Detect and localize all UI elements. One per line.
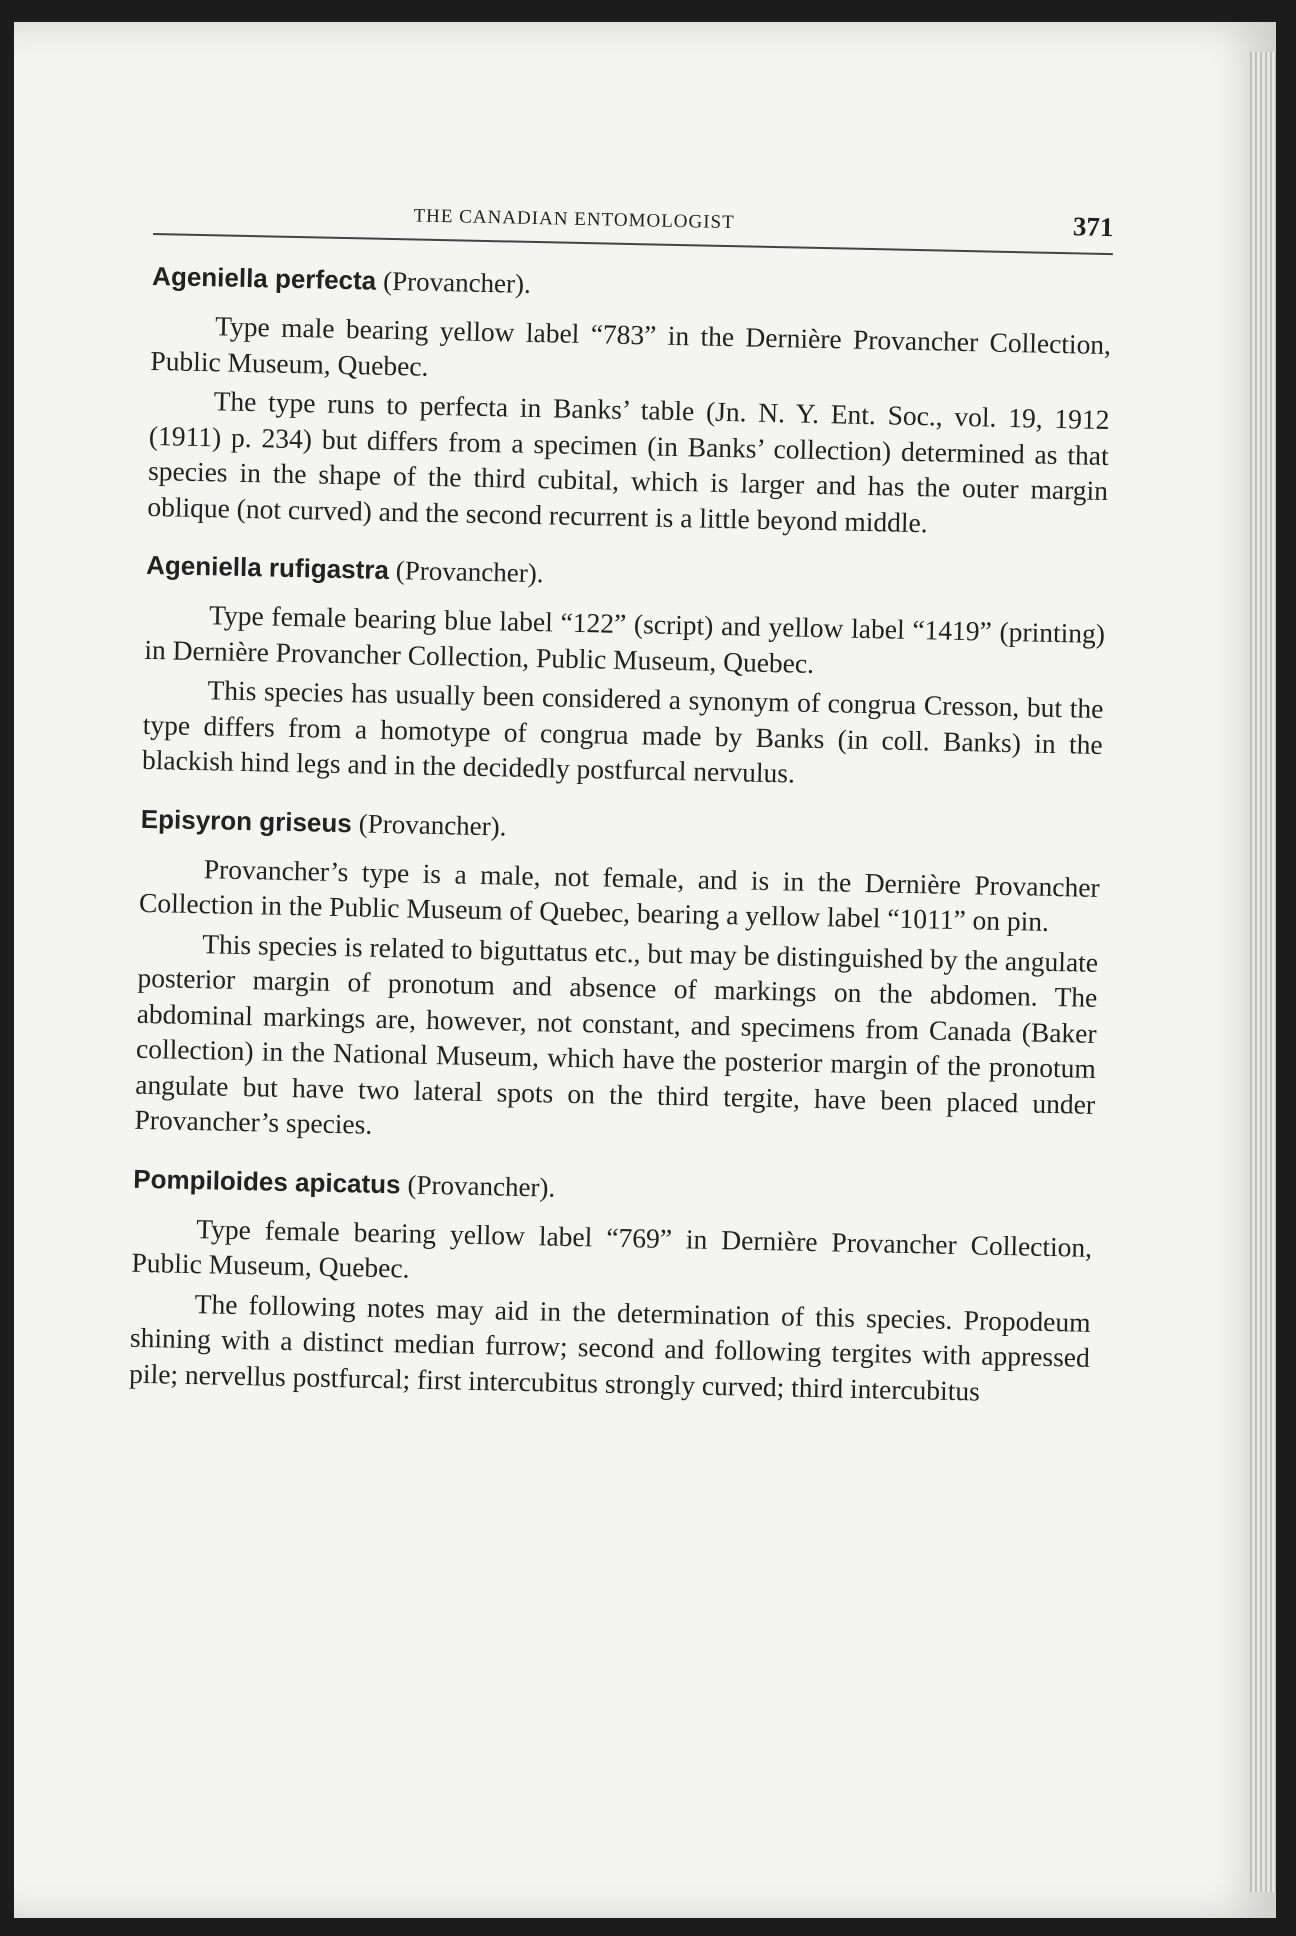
species-entry: [129, 1163, 1094, 1411]
entry-heading: [141, 803, 1101, 855]
entry-paragraph: This species is related to biguttatus etc., but may be distinguished by the angulate posterior margin of pronotum and absence of markings on the abdomen. The abdominal markings are, however, not constant, and specimens from Canada (Baker collection) in the National Museum, which have the posterior margin of the pronotum angulate but have two lateral spots on the third tergite, have been placed under Provancher’s species.: [134, 927, 1099, 1140]
species-entry: [142, 550, 1107, 798]
entry-paragraph: This species has usually been considered a synonym of congrua Cresson, but the type differs from a homotype of congrua made by Banks (in coll. Banks) in the blackish hind legs and in the decidedly postfurcal nervulus.: [141, 674, 1104, 789]
species-entry: [134, 803, 1101, 1157]
entry-heading: [146, 550, 1106, 602]
species-author: (Provancher).: [395, 555, 544, 589]
running-title: THE CANADIAN ENTOMOLOGIST: [413, 205, 735, 234]
entry-paragraph: Type female bearing blue label “122” (script) and yellow label “1419” (printing) in Dernière Provancher Collection, Public Museum, Quebec.: [144, 599, 1106, 679]
species-author: (Provancher).: [382, 265, 532, 299]
species-name: Ageniella perfecta: [151, 260, 377, 296]
entry-paragraph: Type male bearing yellow label “783” in the Dernière Provancher Collection, Public Museum, Quebec.: [150, 310, 1112, 382]
page-content: [128, 192, 1113, 1437]
entry-paragraph: The following notes may aid in the determination of this species. Propodeum shining with a distinct median furrow; second and following tergites with appressed pile; nervellus postfurcal; first intercubitus strongly curved; third intercubitus: [128, 1287, 1091, 1407]
species-name: Pompiloides apicatus: [133, 1163, 401, 1199]
entry-heading: [133, 1163, 1093, 1215]
page-edge: [1250, 52, 1276, 1892]
species-entry: [147, 261, 1112, 544]
species-author: (Provancher).: [407, 1169, 556, 1203]
species-author: (Provancher).: [358, 807, 507, 842]
entry-paragraph: The type runs to perfecta in Banks’ table (Jn. N. Y. Ent. Soc., vol. 19, 1912 (1911) p. 234) but differs from a specimen (in Banks’ collection) determined as that species in the shape of the third cubital, which is larger and has the outer margin oblique (not curved) and the second recurrent is a little beyond middle.: [147, 385, 1110, 538]
entry-paragraph: Provancher’s type is a male, not female, and is in the Dernière Provancher Collection in the Public Museum of Quebec, bearing a yellow label “1011” on pin.: [138, 852, 1100, 937]
species-name: Episyron griseus: [140, 803, 353, 838]
book-page: [14, 22, 1276, 1918]
entry-heading: [152, 261, 1112, 313]
running-head: [153, 192, 1114, 255]
entry-paragraph: Type female bearing yellow label “769” in Dernière Provancher Collection, Public Museum, Quebec.: [131, 1212, 1093, 1284]
page-number: 371: [1072, 211, 1114, 243]
species-name: Ageniella rufigastra: [145, 549, 390, 585]
